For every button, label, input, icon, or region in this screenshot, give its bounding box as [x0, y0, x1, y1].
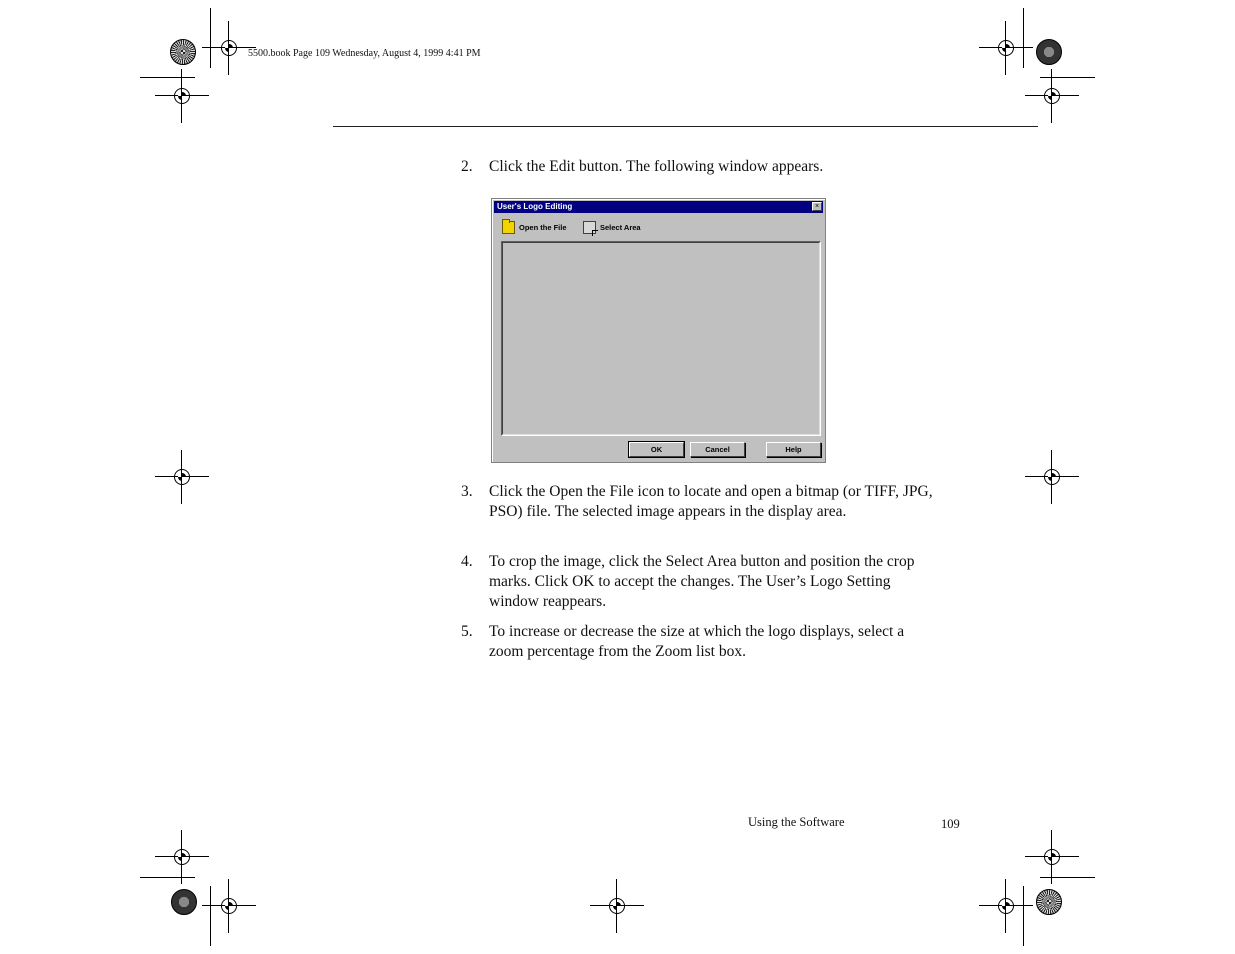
step-5 [461, 622, 941, 662]
folder-open-icon [502, 221, 515, 234]
dialog-title: User's Logo Editing [497, 202, 573, 211]
step-number: 4. [461, 553, 473, 570]
select-area-icon [583, 221, 596, 234]
starburst-icon [1036, 889, 1062, 915]
crop-mark [140, 877, 195, 878]
step-text: To increase or decrease the size at which the logo displays, select a zoom percentage from the Zoom list box. [489, 623, 905, 660]
open-file-label: Open the File [519, 223, 567, 232]
footer-section: Using the Software [748, 815, 845, 829]
open-file-button[interactable] [502, 221, 567, 234]
registration-mark-icon [168, 843, 196, 871]
step-4 [461, 552, 941, 612]
step-3 [461, 482, 941, 522]
ok-button[interactable]: OK [629, 442, 684, 457]
registration-mark-icon [1038, 843, 1066, 871]
starburst-icon [1036, 39, 1062, 65]
registration-mark-icon [992, 34, 1020, 62]
crop-mark [140, 77, 195, 78]
header-slug: 5500.book Page 109 Wednesday, August 4, 1999 4:41 PM [248, 48, 481, 59]
page-number: 109 [941, 817, 960, 831]
registration-mark-icon [992, 892, 1020, 920]
crop-mark [210, 886, 211, 946]
dialog-titlebar [494, 201, 823, 213]
logo-editing-dialog [491, 198, 826, 463]
help-button[interactable]: Help [766, 442, 821, 457]
step-text: To crop the image, click the Select Area button and position the crop marks. Click OK to accept the changes. The User’s Logo Setting window reappears. [489, 553, 915, 610]
registration-mark-icon [215, 34, 243, 62]
select-area-button[interactable] [583, 221, 641, 234]
cancel-button[interactable]: Cancel [690, 442, 745, 457]
step-text: Click the Open the File icon to locate and open a bitmap (or TIFF, JPG, PSO) file. The selected image appears in the display area. [489, 483, 933, 520]
crop-mark [1040, 77, 1095, 78]
starburst-icon [170, 39, 196, 65]
close-icon[interactable]: × [812, 202, 822, 211]
registration-mark-icon [1038, 82, 1066, 110]
crop-mark [1023, 886, 1024, 946]
registration-mark-icon [603, 892, 631, 920]
header-rule [333, 126, 1038, 127]
step-text: Click the Edit button. The following window appears. [489, 158, 824, 175]
crop-mark [1040, 877, 1095, 878]
image-display-area [501, 241, 821, 436]
registration-mark-icon [1038, 463, 1066, 491]
registration-mark-icon [168, 463, 196, 491]
crop-mark [1023, 8, 1024, 68]
step-number: 2. [461, 158, 473, 175]
step-2 [461, 157, 941, 177]
step-number: 5. [461, 623, 473, 640]
registration-mark-icon [215, 892, 243, 920]
registration-mark-icon [168, 82, 196, 110]
select-area-label: Select Area [600, 223, 641, 232]
step-number: 3. [461, 483, 473, 500]
starburst-icon [171, 889, 197, 915]
crop-mark [210, 8, 211, 68]
